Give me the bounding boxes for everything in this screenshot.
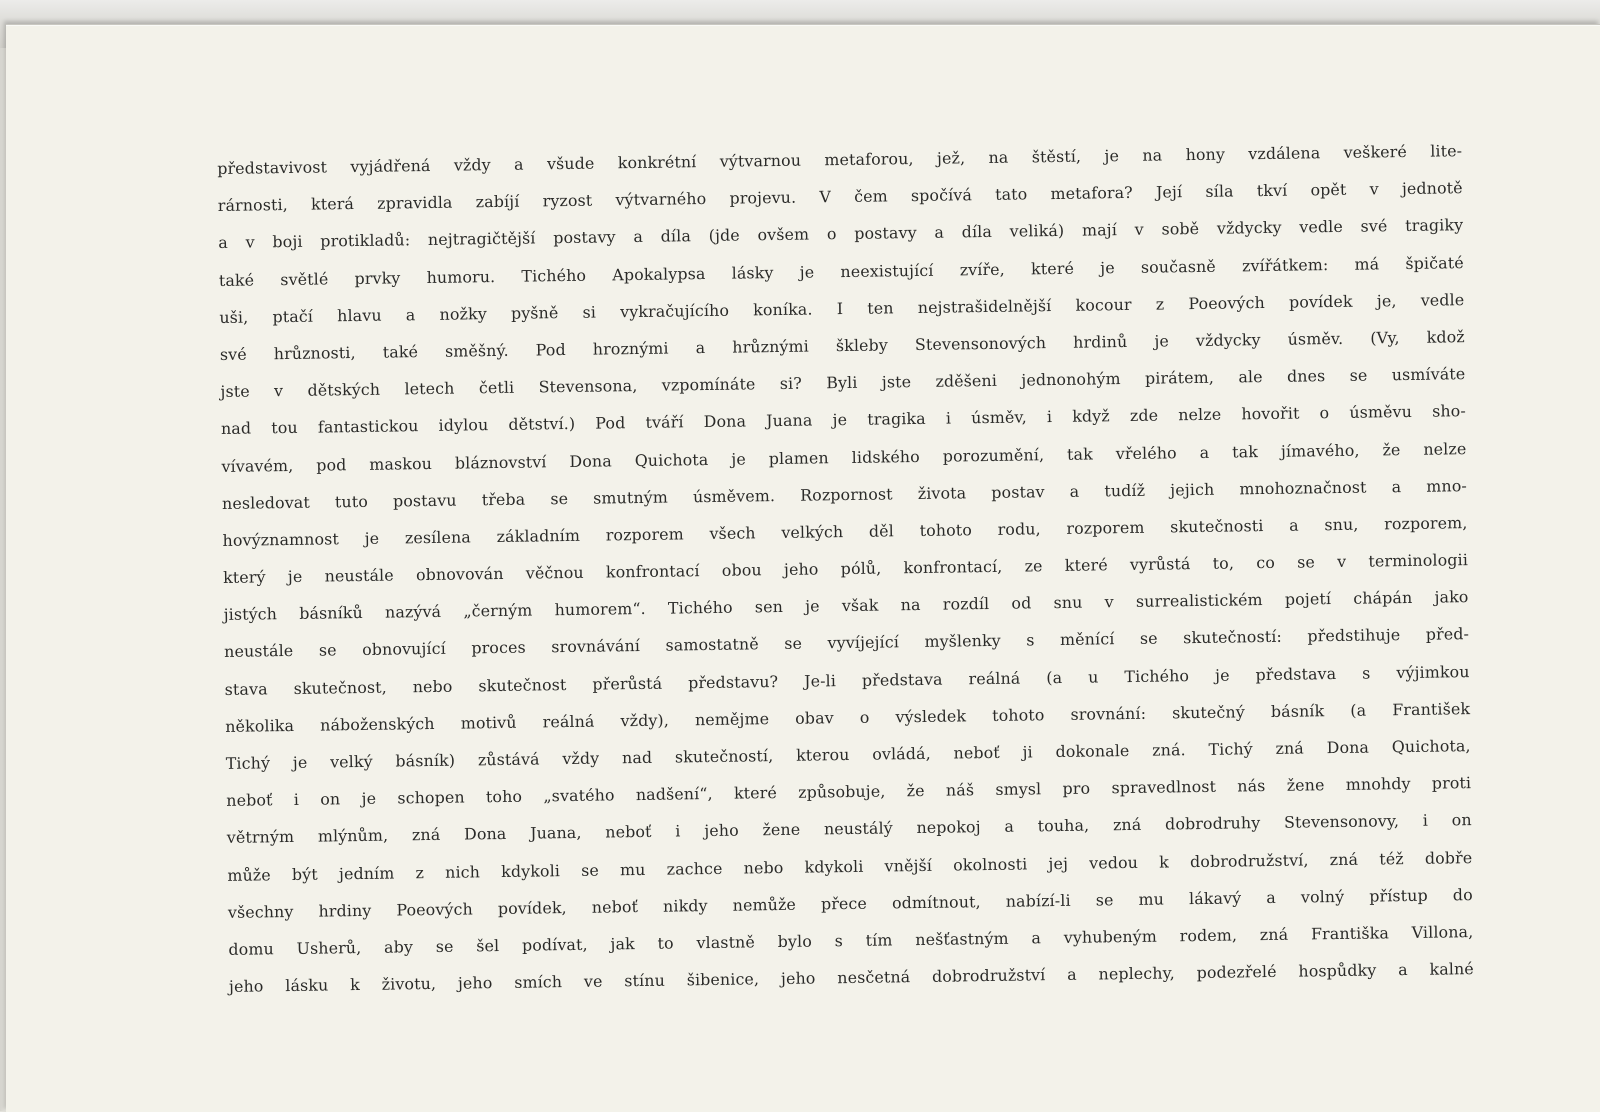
text-line: může být jedním z nich kdykoli se mu zachce nebo kdykoli vnější okolnosti jej vedou k dobrodružství, zná též dobře [227,847,1473,885]
text-line: také světlé prvky humoru. Tichého Apokalypsa lásky je neexistující zvíře, které je současně zvířátkem: má špičaté [218,252,1464,290]
text-line: jeho lásku k životu, jeho smích ve stínu šibenice, jeho nesčetná dobrodružství a neplechy, podezřelé hospůdky a kalné [228,959,1474,997]
text-line: domu Usherů, aby se šel podívat, jak to vlastně bylo s tím nešťastným a vyhubeným rodem, zná Františka Villona, [228,922,1474,959]
text-line: neustále se obnovující proces srovnávání samostatně se vyvíjející myšlenky s měnící se skutečností: předstihuje před- [224,624,1470,662]
text-line: stava skutečnost, nebo skutečnost přerůstá představu? Je-li představa reálná (a u Tichého je představa s výjimkou [224,661,1470,699]
text-line: jste v dětských letech četli Stevensona, vzpomínáte si? Byli jste zděšeni jednonohým pirátem, ale dnes se usmíváte [220,364,1466,402]
text-line: rárnosti, která zpravidla zabíjí ryzost výtvarného projevu. V čem spočívá tato metafora? Její síla tkví opět v jednotě [217,178,1463,216]
text-line: který je neustále obnovován věčnou konfrontací obou jeho pólů, konfrontací, ze které vyrůstá to, co se v terminologii [222,550,1469,588]
text-line: představivost vyjádřená vždy a všude konkrétní výtvarnou metaforou, jež, na štěstí, je na hony vzdálena veškeré lite- [217,141,1463,178]
text-line: uši, ptačí hlavu a nožky pyšně si vykračujícího koníka. I ten nejstrašidelnější kocour z Poeových povídek je, vedle [219,289,1465,327]
text-line: několika náboženských motivů reálná vždy), nemějme obav o výsledek tohoto srovnání: skutečný básník (a František [225,698,1471,736]
text-line: větrným mlýnům, zná Dona Juana, neboť i jeho žene neustálý nepokoj a touha, zná dobrodruhy Stevensonovy, i on [226,810,1472,848]
text-line: nad tou fantastickou idylou dětství.) Pod tváří Dona Juana je tragika i úsměv, i když zde nelze hovořit o úsměvu sho- [220,401,1466,439]
text-line: neboť i on je schopen toho „svatého nadšení“, které způsobuje, že náš smysl pro spravedlnost nás žene mnohdy proti [226,773,1472,811]
body-text [217,132,1474,1005]
text-line: hovýznamnost je zesílena základním rozporem všech velkých děl tohoto rodu, rozporem skutečnosti a snu, rozporem, [222,513,1468,550]
text-line: Tichý je velký básník) zůstává vždy nad skutečností, kterou ovládá, neboť ji dokonale zná. Tichý zná Dona Quichota, [225,736,1471,773]
text-line: nesledovat tuto postavu třeba se smutným úsměvem. Rozpornost života postav a tudíž jejich mnohoznačnost a mno- [221,475,1468,513]
text-line: všechny hrdiny Poeových povídek, neboť nikdy nemůže přece odmítnout, nabízí-li se mu lákavý a volný přístup do [227,884,1473,922]
text-line: své hrůznosti, také směšný. Pod hroznými a hrůznými škleby Stevensonových hrdinů je vždycky úsměv. (Vy, kdož [219,327,1465,364]
text-line: a v boji protikladů: nejtragičtější postavy a díla (jde ovšem o postavy a díla veliká) mají v sobě vždycky vedle své tragiky [218,215,1464,253]
text-line: vívavém, pod maskou bláznovství Dona Quichota je plamen lidského porozumění, tak vřelého a tak jímavého, že nelze [221,438,1467,476]
text-line: jistých básníků nazývá „černým humorem“. Tichého sen je však na rozdíl od snu v surrealistickém pojetí chápán jako [223,587,1469,625]
